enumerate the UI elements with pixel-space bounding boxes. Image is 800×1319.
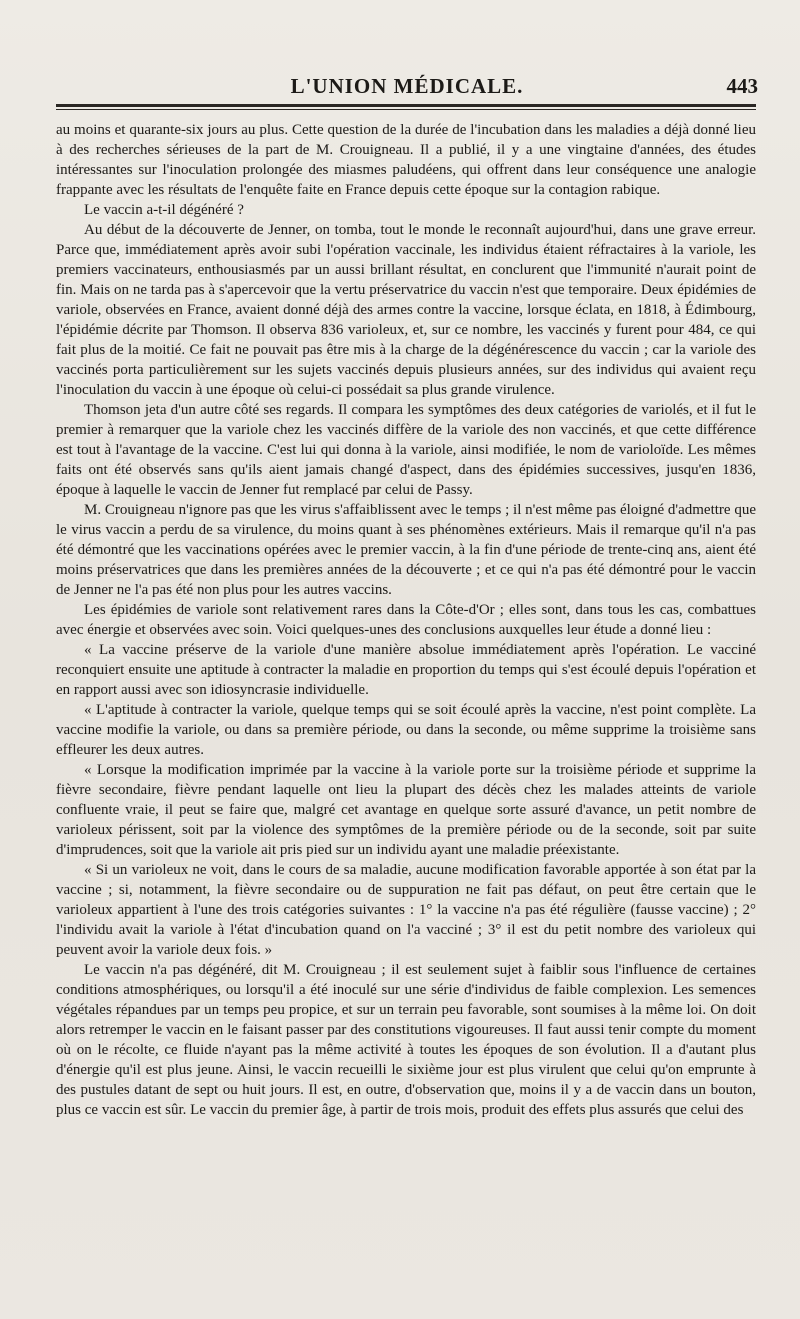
section-heading: Le vaccin a-t-il dégénéré ? (84, 202, 244, 218)
running-title: L'UNION MÉDICALE. (290, 74, 524, 98)
page-header (56, 72, 758, 104)
paragraph: Au début de la découverte de Jenner, on tomba, tout le monde le reconnaît aujourd'hui, dans une grave erreur. Parce que, immédiatement après avoir subi l'opération vaccinale, les individus étaient réfractaires à la variole, les premiers vaccinateurs, enthousiasmés par un aussi brillant résultat, en conclurent que l'immunité n'aurait point de fin. Mais on ne tarda pas à s'apercevoir que la vertu préservatrice du vaccin n'est que temporaire. Deux épidémies de variole, observées en France, avaient donné déjà des armes contre la vaccine, lorsque éclata, en 1818, à Édimbourg, l'épidémie décrite par Thomson. Il observa 836 varioleux, et, sur ce nombre, les vaccinés y furent pour 484, ce qui fait plus de la moitié. Ce fait ne pouvait pas être mis à la charge de la dégénérescence du vaccin ; car la variole des vaccinés porta particulièrement sur les sujets vaccinés depuis plusieurs années, sur des individus qui avaient reçu l'inoculation du vaccin à une époque où celui-ci possédait sa plus grande virulence. (56, 222, 756, 398)
header-rule (56, 104, 756, 107)
page-number: 443 (726, 74, 758, 98)
paragraph: Les épidémies de variole sont relativement rares dans la Côte-d'Or ; elles sont, dans tous les cas, combattues avec énergie et observées avec soin. Voici quelques-unes des conclusions auxquelles leur étude a donné lieu : (56, 602, 756, 638)
quote-paragraph: « La vaccine préserve de la variole d'une manière absolue immédiatement après l'opération. Le vacciné reconquiert ensuite une aptitude à contracter la maladie en proportion du temps qui s'est écoulé depuis l'opération et en rapport aussi avec son idiosyncrasie individuelle. (56, 642, 756, 698)
paragraph: au moins et quarante-six jours au plus. Cette question de la durée de l'incubation dans les maladies a déjà donné lieu à des recherches sérieuses de la part de M. Crouigneau. Il a publié, il y a une vingtaine d'années, des études intéressantes sur l'inoculation prolongée des miasmes paludéens, qui offrent dans leur conséquence une analogie frappante avec les résultats de l'enquête faite en France depuis cette époque sur la contagion rabique. (56, 122, 756, 198)
quote-paragraph: « L'aptitude à contracter la variole, quelque temps qui se soit écoulé après la vaccine, n'est point complète. La vaccine modifie la variole, ou dans sa première période, ou dans la seconde, ou même supprime la troisième sans effleurer les deux autres. (56, 702, 756, 758)
quote-paragraph: « Si un varioleux ne voit, dans le cours de sa maladie, aucune modification favorable apportée à son état par la vaccine ; si, notamment, la fièvre secondaire ou de suppuration ne fait pas défaut, on peut être certain que le varioleux appartient à l'une des trois catégories suivantes : 1° la vaccine n'a pas été régulière (fausse vaccine) ; 2° l'individu avait la variole à l'état d'incubation quand on l'a vacciné ; 3° il est du petit nombre des varioleux qui peuvent avoir la variole deux fois. » (56, 862, 756, 958)
paragraph: M. Crouigneau n'ignore pas que les virus s'affaiblissent avec le temps ; il n'est même pas éloigné d'admettre que le virus vaccin a perdu de sa virulence, du moins quant à ses phénomènes extérieurs. Mais il remarque qu'il n'a pas été démontré que les vaccinations opérées avec le premier vaccin, à la fin d'une période de trente-cinq ans, aient été moins préservatrices que dans les premières années de la découverte ; et ce qui n'a pas été démontré pour le vaccin de Jenner ne l'a pas été non plus pour les autres vaccins. (56, 502, 756, 598)
header-rule-thin (56, 109, 756, 110)
article-body (56, 120, 756, 1120)
quote-paragraph: « Lorsque la modification imprimée par la vaccine à la variole porte sur la troisième période et supprime la fièvre secondaire, fièvre pendant laquelle ont lieu la plupart des décès chez les malades atteints de variole confluente vraie, il peut se faire que, malgré cet avantage en quelque sorte assuré d'avance, un petit nombre de varioleux périssent, soit par la violence des symptômes de la première période ou de la seconde, soit par suite d'imprudences, soit que la variole ait pris pied sur un individu ayant une maladie préexistante. (56, 762, 756, 858)
paragraph: Le vaccin n'a pas dégénéré, dit M. Crouigneau ; il est seulement sujet à faiblir sous l'influence de certaines conditions atmosphériques, ou lorsqu'il a été inoculé sur une série d'individus de faible complexion. Les semences végétales répandues par un temps peu propice, et sur un terrain peu favorable, sont soumises à la même loi. On doit alors retremper le vaccin en le faisant passer par des constitutions vigoureuses. Il faut aussi tenir compte du moment où on le récolte, ce fluide n'ayant pas la même activité à toutes les époques de son évolution. Il a d'autant plus d'énergie qu'il est plus jeune. Ainsi, le vaccin recueilli le sixième jour est plus virulent que celui qu'on emprunte à des pustules datant de sept ou huit jours. Il est, en outre, d'observation que, moins il y a de vaccin dans un bouton, plus ce vaccin est sûr. Le vaccin du premier âge, à partir de trois mois, produit des effets plus assurés que celui des (56, 962, 756, 1118)
paragraph: Thomson jeta d'un autre côté ses regards. Il compara les symptômes des deux catégories de variolés, et il fut le premier à remarquer que la variole chez les vaccinés diffère de la variole des non vaccinés, et que cette différence est tout à l'avantage de la vaccine. C'est lui qui donna à la variole, ainsi modifiée, le nom de varioloïde. Les mêmes faits ont été observés sans qu'ils aient jamais changé d'aspect, dans des épidémies successives, jusqu'en 1836, époque à laquelle le vaccin de Jenner fut remplacé par celui de Passy. (56, 402, 756, 498)
